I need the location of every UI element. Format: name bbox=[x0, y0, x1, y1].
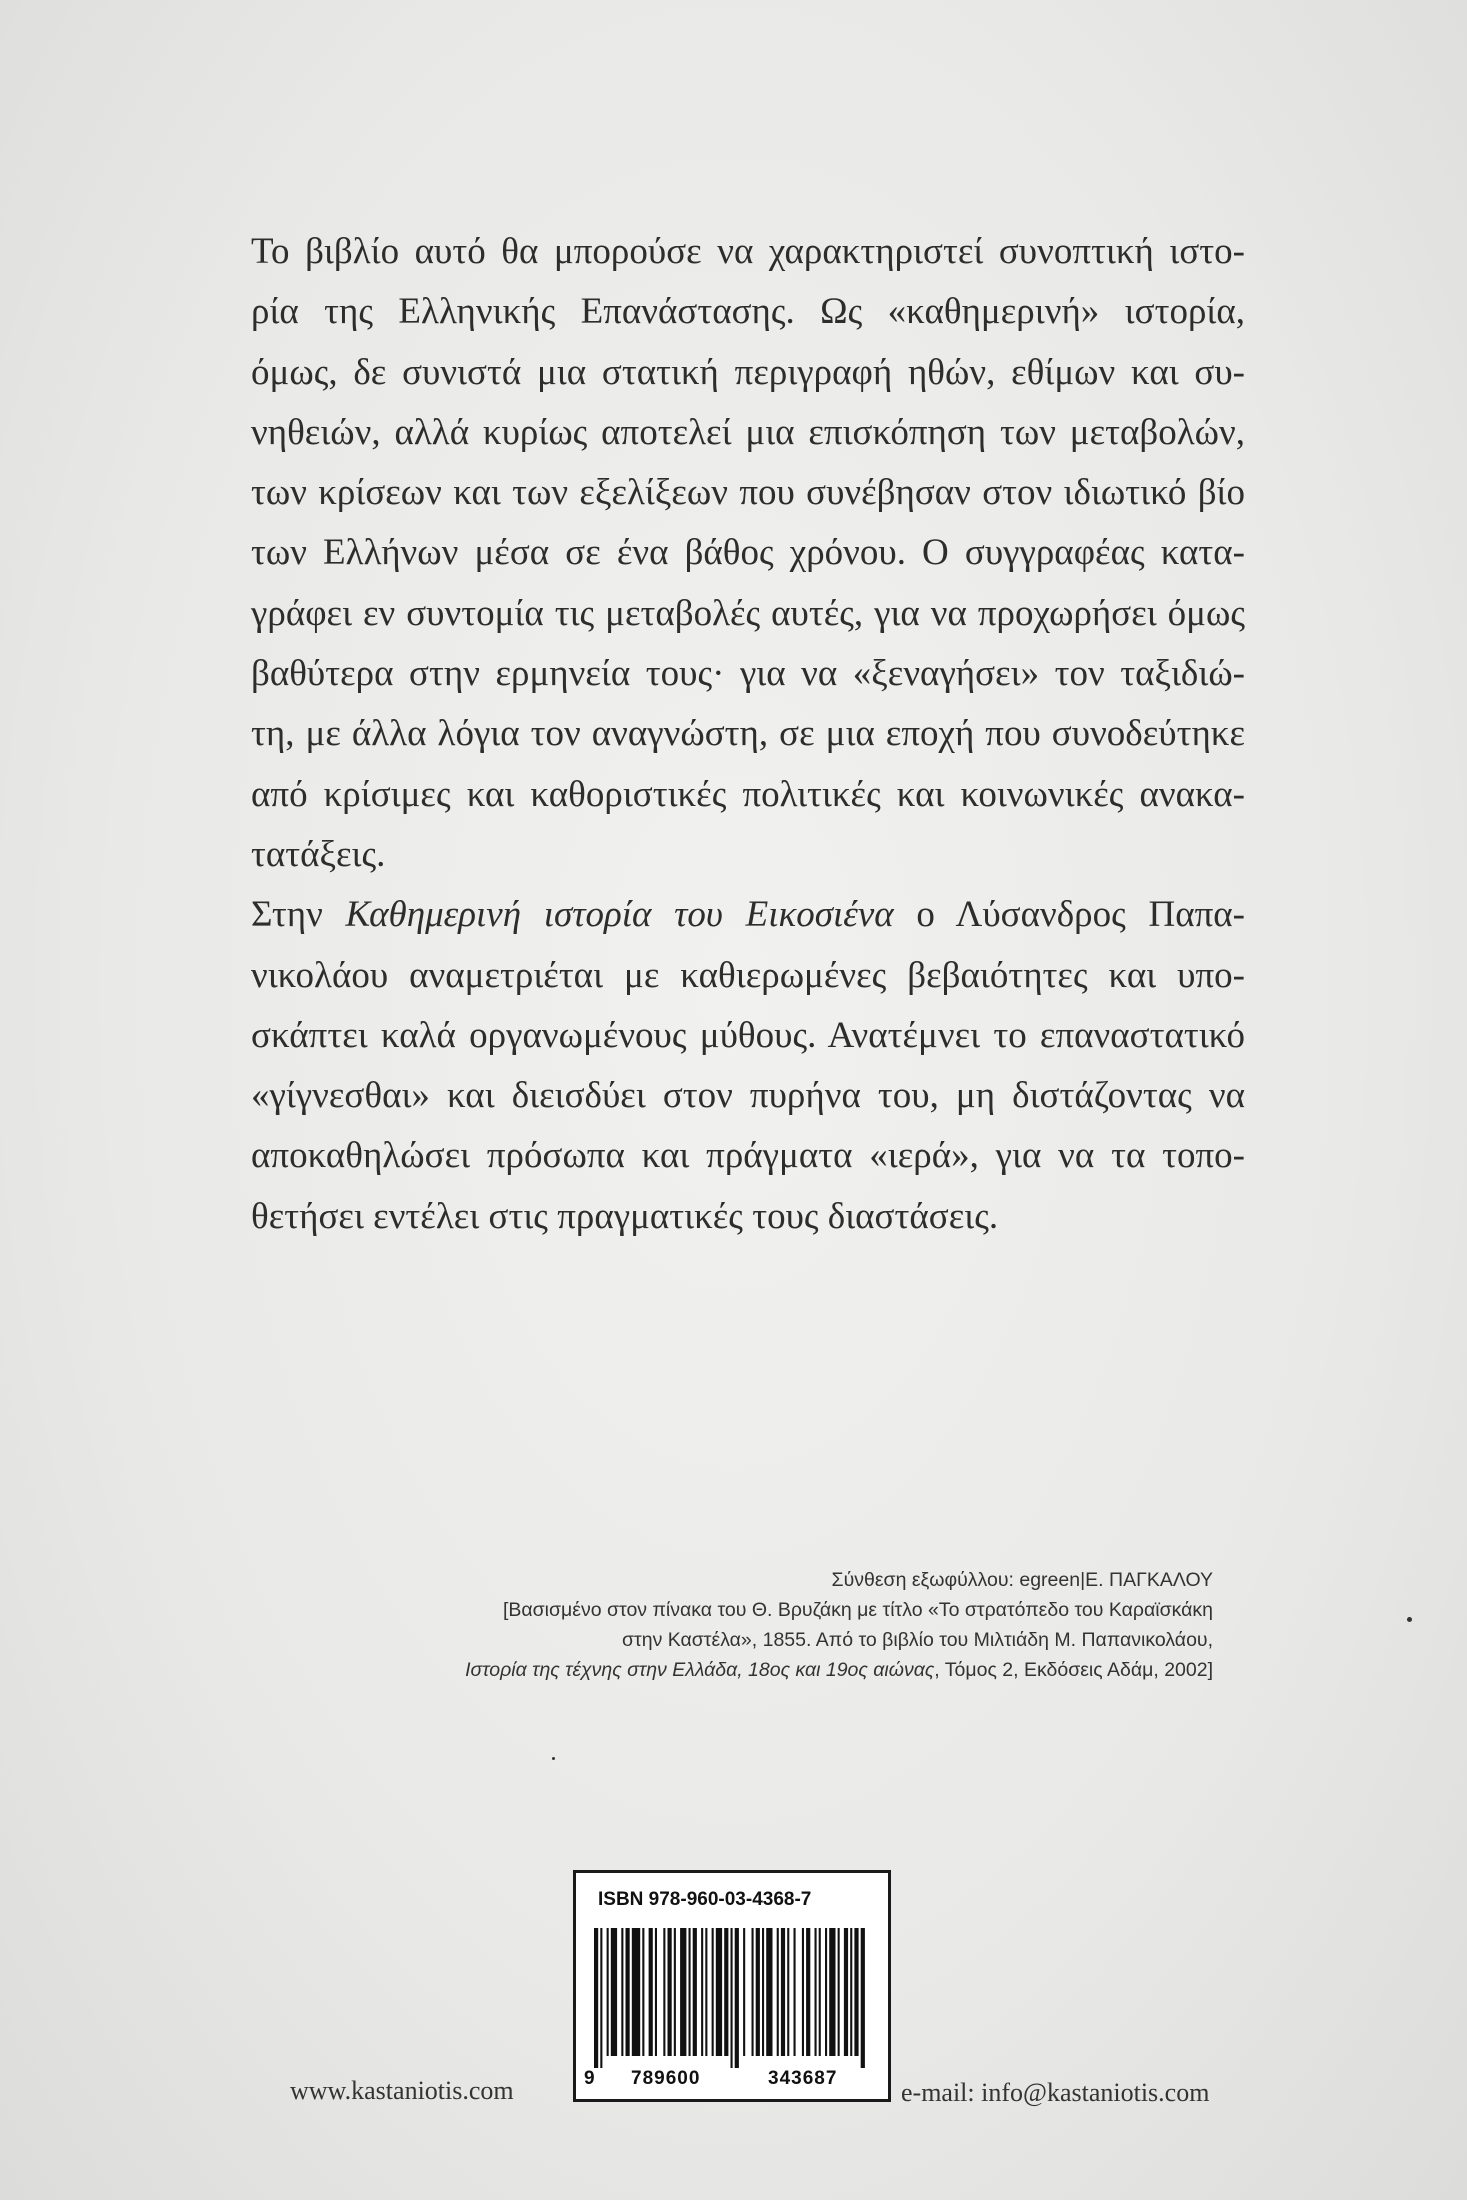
barcode-digit-group-1: 789600 bbox=[631, 2068, 701, 2089]
barcode-bar bbox=[705, 1928, 707, 2056]
barcode-bar bbox=[626, 1928, 630, 2056]
barcode-bar bbox=[712, 1928, 714, 2056]
barcode-bar bbox=[668, 1928, 672, 2056]
barcode-bar bbox=[838, 1928, 840, 2056]
blurb-line: των Ελλήνων μέσα σε ένα βάθος χρόνου. Ο συγγραφέας κατα- bbox=[251, 532, 1245, 574]
blurb-line: «γίγνεσθαι» και διεισδύει στον πυρήνα του, μη διστάζοντας να bbox=[251, 1075, 1245, 1117]
barcode-bar bbox=[655, 1928, 657, 2056]
source-book-details: , Τόμος 2, Εκδόσεις Αδάμ, 2002] bbox=[934, 1659, 1213, 1681]
barcode-bar bbox=[611, 1928, 617, 2056]
barcode-bar bbox=[787, 1928, 789, 2056]
barcode-bar bbox=[621, 1928, 623, 2056]
barcode-bar bbox=[766, 1928, 772, 2056]
blurb-line: νικολάου αναμετριέται με καθιερωμένες βεβαιότητες και υπο- bbox=[251, 954, 1245, 996]
barcode-digit-group-2: 343687 bbox=[768, 2068, 838, 2089]
blurb-line-rest: ο Λύσανδρος Παπα- bbox=[893, 894, 1245, 936]
publisher-email[interactable]: e-mail: info@kastaniotis.com bbox=[901, 2078, 1210, 2107]
barcode-bar bbox=[689, 1928, 691, 2056]
barcode-bar bbox=[724, 1928, 728, 2056]
blurb-line: όμως, δε συνιστά μια στατική περιγραφή ηθών, εθίμων και συ- bbox=[251, 351, 1245, 393]
barcode-bar bbox=[731, 1928, 733, 2068]
blurb-line: βαθύτερα στην ερμηνεία τους· για να «ξεναγήσει» τον ταξιδιώ- bbox=[251, 653, 1245, 695]
barcode-bar bbox=[663, 1928, 665, 2056]
barcode-bar bbox=[854, 1928, 858, 2056]
barcode-bar bbox=[802, 1928, 804, 2056]
barcode-bar bbox=[680, 1928, 686, 2056]
barcode-bar bbox=[829, 1928, 835, 2056]
cover-credits bbox=[313, 1565, 1213, 1685]
barcode-bar bbox=[600, 1928, 602, 2068]
blurb-text bbox=[251, 222, 1245, 1247]
barcode-bar bbox=[806, 1928, 810, 2056]
barcode-bar bbox=[743, 1928, 745, 2056]
barcode-bar bbox=[693, 1928, 697, 2056]
barcode-bar bbox=[794, 1928, 796, 2056]
painting-credit-line: [Βασισμένο στον πίνακα του Θ. Βρυζάκη με τίτλο «Το στρατόπεδο του Καραϊσκάκη bbox=[502, 1599, 1213, 1621]
barcode-bar bbox=[701, 1928, 703, 2056]
isbn-label: ISBN 978-960-03-4368-7 bbox=[598, 1889, 812, 1910]
barcode-bar bbox=[861, 1928, 865, 2068]
blurb-line: Το βιβλίο αυτό θα μπορούσε να χαρακτηριστεί συνοπτική ιστο- bbox=[251, 231, 1245, 272]
barcode-bar bbox=[716, 1928, 722, 2056]
cover-design-credit: Σύνθεση εξωφύλλου: egreen|Ε. ΠΑΓΚΑΛΟΥ bbox=[831, 1569, 1213, 1591]
barcode-bar bbox=[815, 1928, 817, 2056]
barcode-bar bbox=[735, 1928, 739, 2068]
blurb-paragraph-1 bbox=[251, 222, 1245, 885]
barcode-bar bbox=[850, 1928, 852, 2056]
barcode-bar bbox=[844, 1928, 848, 2056]
blurb-paragraph-2 bbox=[251, 885, 1245, 1247]
barcode-bar bbox=[649, 1928, 653, 2056]
blurb-line: αποκαθηλώσει πρόσωπα και πράγματα «ιερά», για να τα τοπο- bbox=[251, 1135, 1245, 1177]
blurb-lead: Στην bbox=[251, 894, 346, 936]
isbn-barcode bbox=[573, 1870, 891, 2102]
blurb-line: νηθειών, αλλά κυρίως αποτελεί μια επισκόπηση των μεταβολών, bbox=[251, 411, 1245, 453]
blurb-line: από κρίσιμες και καθοριστικές πολιτικές και κοινωνικές ανακα- bbox=[251, 773, 1245, 815]
barcode-bar bbox=[594, 1928, 598, 2068]
blurb-line: τη, με άλλα λόγια τον αναγνώστη, σε μια εποχή που συνοδεύτηκε bbox=[251, 713, 1245, 755]
barcode-bar bbox=[642, 1928, 644, 2056]
blurb-line: τατάξεις. bbox=[251, 833, 386, 875]
book-title: Καθημερινή ιστορία του Εικοσιένα bbox=[345, 894, 894, 936]
blurb-line: των κρίσεων και των εξελίξεων που συνέβησαν στον ιδιωτικό βίο bbox=[251, 472, 1245, 514]
barcode-bar bbox=[756, 1928, 760, 2056]
painting-credit-line: στην Καστέλα», 1855. Από το βιβλίο του Μιλτιάδη Μ. Παπανικολάου, bbox=[621, 1629, 1213, 1651]
barcode-bar bbox=[752, 1928, 754, 2056]
barcode-bar bbox=[819, 1928, 821, 2056]
barcode-digit-first: 9 bbox=[584, 2068, 595, 2089]
barcode-bars bbox=[594, 1928, 872, 2068]
barcode-bar bbox=[674, 1928, 676, 2056]
blurb-line: σκάπτει καλά οργανωμένους μύθους. Ανατέμνει το επαναστατικό bbox=[251, 1014, 1245, 1056]
barcode-bar bbox=[607, 1928, 609, 2056]
publisher-website[interactable]: www.kastaniotis.com bbox=[290, 2076, 514, 2105]
barcode-bar bbox=[632, 1928, 640, 2056]
barcode-bar bbox=[777, 1928, 779, 2056]
blurb-line bbox=[251, 885, 1245, 945]
speck bbox=[1407, 1617, 1412, 1622]
painting-credit-line bbox=[313, 1655, 1213, 1685]
barcode-bar bbox=[781, 1928, 785, 2056]
blurb-line: ρία της Ελληνικής Επανάστασης. Ως «καθημερινή» ιστορία, bbox=[251, 291, 1245, 333]
blurb-line: θετήσει εντέλει στις πραγματικές τους διαστάσεις. bbox=[251, 1195, 999, 1237]
barcode-bar bbox=[762, 1928, 764, 2056]
blurb-line: γράφει εν συντομία τις μεταβολές αυτές, για να προχωρήσει όμως bbox=[251, 592, 1245, 634]
speck bbox=[552, 1757, 555, 1760]
barcode-bar bbox=[825, 1928, 827, 2056]
source-book-title: Ιστορία της τέχνης στην Ελλάδα, 18ος και 19ος αιώνας bbox=[465, 1659, 935, 1681]
